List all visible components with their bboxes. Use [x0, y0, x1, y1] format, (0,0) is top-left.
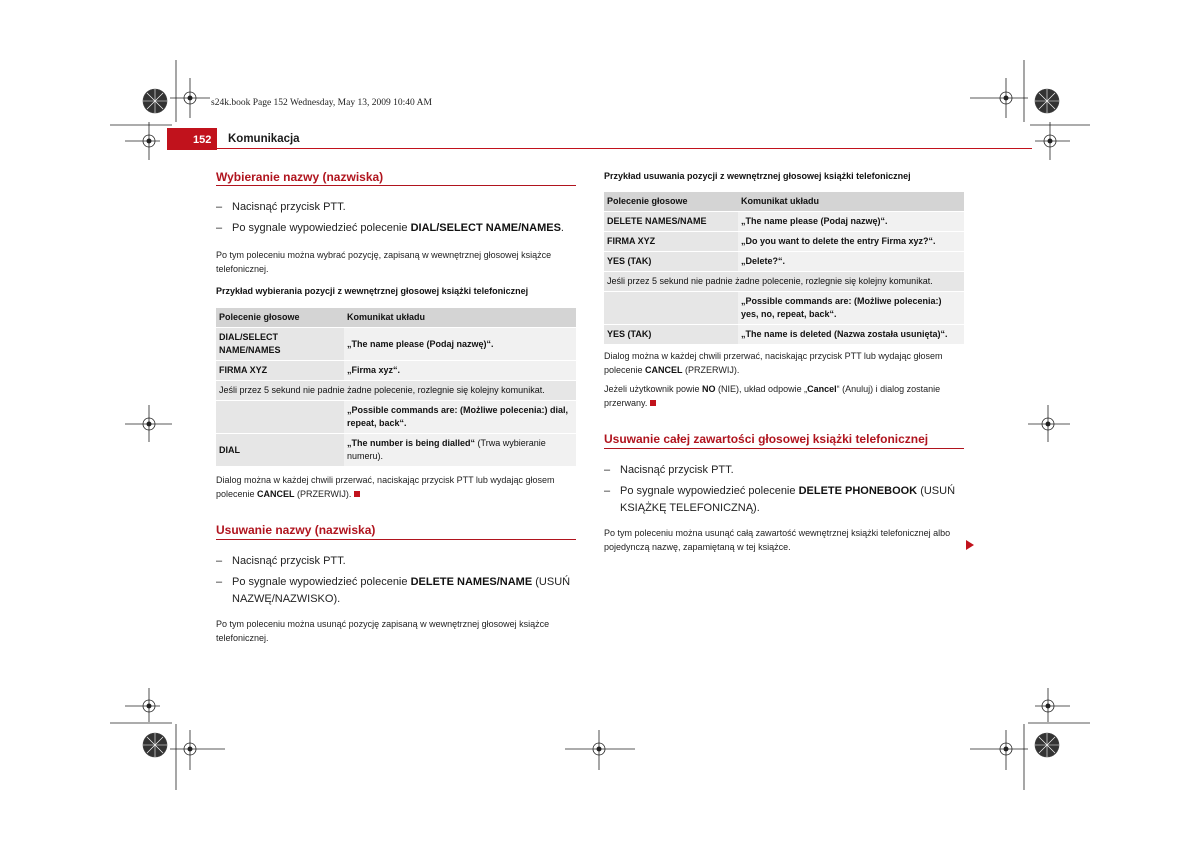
para-text: “ (Anuluj) i dialog zostanie przerwany. [604, 384, 941, 408]
command-cell: DIAL [216, 434, 344, 467]
bullet-text-part: (USUŃ KSIĄŻKĘ TELEFONICZNĄ). [620, 485, 956, 514]
continue-arrow-icon [966, 540, 974, 550]
table-caption-delete: Przykład usuwania pozycji z wewnętrznej głosowej książki telefonicznej [604, 171, 911, 181]
message-cell [344, 434, 576, 467]
message-text: „The name please (Podaj nazwę)“. [741, 216, 888, 226]
table-row [604, 212, 964, 232]
message-text: „The name please (Podaj nazwę)“. [347, 338, 494, 349]
message-text: „Firma xyz“. [347, 365, 401, 375]
voice-command: DELETE NAMES/NAME [410, 576, 533, 588]
heading-dial-name: Wybieranie nazwy (nazwiska) [216, 170, 384, 184]
message-text-rest: (Trwa wybieranie numeru). [347, 438, 546, 461]
timeout-note-cell: Jeśli przez 5 sekund nie padnie żadne polecenie, rozlegnie się kolejny komunikat. [604, 272, 964, 292]
page-number: 152 [193, 134, 212, 146]
bullet-press-ptt [604, 462, 964, 479]
command-cell: FIRMA XYZ [604, 232, 738, 252]
table-caption-dial: Przykład wybierania pozycji z wewnętrznej głosowej książki telefonicznej [216, 286, 529, 296]
voice-command: CANCEL [257, 489, 295, 499]
delete-example-table [604, 192, 964, 344]
paragraph-cancel-dialog [604, 349, 964, 377]
bullet-dash: – [216, 201, 223, 213]
bullet-dash: – [604, 464, 611, 476]
message-cell [738, 325, 964, 345]
running-header-title: Komunikacja [228, 133, 300, 145]
paragraph-cancel-dialog [216, 473, 576, 501]
command-cell [216, 401, 344, 434]
table-row [604, 252, 964, 272]
message-cell [344, 401, 576, 434]
command-cell: YES (TAK) [604, 252, 738, 272]
message-cell [738, 252, 964, 272]
bullet-text: Nacisnąć przycisk PTT. [620, 464, 734, 476]
voice-command: DIAL/SELECT NAME/NAMES [410, 222, 561, 234]
bullet-text-part: . [560, 222, 564, 234]
bullet-say-command [216, 574, 576, 608]
table-row [216, 434, 576, 467]
table-row [604, 272, 964, 292]
heading-delete-phonebook: Usuwanie całej zawartości głosowej książki telefonicznej [604, 432, 929, 446]
table-row [216, 328, 576, 361]
voice-command: Cancel [807, 384, 837, 394]
para-text: (NIE), układ odpowie „ [715, 384, 808, 394]
bullet-dash: – [604, 485, 611, 497]
message-cell [344, 328, 576, 361]
bullet-text [604, 483, 964, 517]
timeout-note-cell: Jeśli przez 5 sekund nie padnie żadne polecenie, rozlegnie się kolejny komunikat. [216, 381, 576, 401]
table-header-cell: Polecenie głosowe [216, 308, 344, 328]
table-row [216, 381, 576, 401]
para-text: (PRZERWIJ). [294, 489, 352, 499]
table-row [604, 292, 964, 325]
message-text: „The number is being dialled“ [347, 438, 476, 448]
heading-rule [604, 448, 964, 449]
dial-example-table [216, 308, 576, 466]
paragraph-no-answer [604, 382, 964, 410]
heading-rule [216, 185, 576, 186]
voice-command: CANCEL [645, 365, 683, 375]
table-header-cell: Komunikat układu [344, 308, 576, 328]
bullet-say-command [216, 220, 576, 237]
message-text: „Delete?“. [741, 256, 786, 266]
paragraph-dial-info: Po tym poleceniu można wybrać pozycję, zapisaną w wewnętrznej głosowej książce telefonicznej. [216, 250, 552, 274]
para-text: Dialog można w każdej chwili przerwać, naciskając przycisk PTT lub wydając głosem polecenie [216, 475, 555, 499]
section-end-marker [354, 491, 360, 497]
bullet-press-ptt [216, 199, 576, 216]
bullet-say-command [604, 483, 964, 517]
paragraph-delete-info: Po tym poleceniu można usunąć pozycję zapisaną w wewnętrznej głosowej książce telefonicznej. [216, 619, 550, 643]
header-rule [217, 148, 1032, 149]
command-cell [604, 292, 738, 325]
bullet-dash: – [216, 222, 223, 234]
bullet-text [216, 574, 576, 608]
bullet-text-part: Po sygnale wypowiedzieć polecenie [232, 576, 411, 588]
para-text: Jeżeli użytkownik powie [604, 384, 703, 394]
command-cell: DIAL/SELECT NAME/NAMES [216, 328, 344, 361]
message-text: „Possible commands are: (Możliwe polecenia:) yes, no, repeat, back“. [741, 296, 942, 319]
bullet-text [216, 220, 576, 237]
section-end-marker [650, 400, 656, 406]
message-cell [344, 361, 576, 381]
command-cell: DELETE NAMES/NAME [604, 212, 738, 232]
voice-command: NO [702, 384, 716, 394]
message-cell [738, 212, 964, 232]
bullet-text: Nacisnąć przycisk PTT. [232, 201, 346, 213]
command-cell: YES (TAK) [604, 325, 738, 345]
heading-delete-name: Usuwanie nazwy (nazwiska) [216, 523, 376, 537]
heading-rule [216, 539, 576, 540]
table-header-cell: Komunikat układu [738, 192, 964, 212]
table-header-row [604, 192, 964, 212]
message-text: „The name is deleted (Nazwa została usunięta)“. [741, 329, 948, 339]
table-header-cell: Polecenie głosowe [604, 192, 738, 212]
bullet-text-part: (USUŃ NAZWĘ/NAZWISKO). [232, 576, 571, 605]
para-text: (PRZERWIJ). [682, 365, 740, 375]
table-row [604, 325, 964, 345]
bullet-text: Nacisnąć przycisk PTT. [232, 555, 346, 567]
bullet-dash: – [216, 555, 223, 567]
table-row [604, 232, 964, 252]
command-cell: FIRMA XYZ [216, 361, 344, 381]
paragraph-delete-all-info: Po tym poleceniu można usunąć całą zawartość wewnętrznej książki telefonicznej albo pojedynczą nazwę, zapamiętaną w tej książce. [604, 528, 951, 552]
message-cell [738, 232, 964, 252]
table-row [216, 401, 576, 434]
print-slug: s24k.book Page 152 Wednesday, May 13, 2009 10:40 AM [211, 98, 432, 108]
message-text: „Possible commands are: (Możliwe polecenia:) dial, repeat, back“. [347, 405, 569, 428]
table-row [216, 361, 576, 381]
bullet-press-ptt [216, 553, 576, 570]
message-text: „Do you want to delete the entry Firma xyz?“. [741, 236, 936, 246]
para-text: Dialog można w każdej chwili przerwać, naciskając przycisk PTT lub wydając głosem polecenie [604, 351, 943, 375]
bullet-dash: – [216, 576, 223, 588]
bullet-text-part: Po sygnale wypowiedzieć polecenie [232, 222, 411, 234]
table-header-row [216, 308, 576, 328]
bullet-text-part: Po sygnale wypowiedzieć polecenie [620, 485, 799, 497]
message-cell [738, 292, 964, 325]
voice-command: DELETE PHONEBOOK [798, 485, 918, 497]
